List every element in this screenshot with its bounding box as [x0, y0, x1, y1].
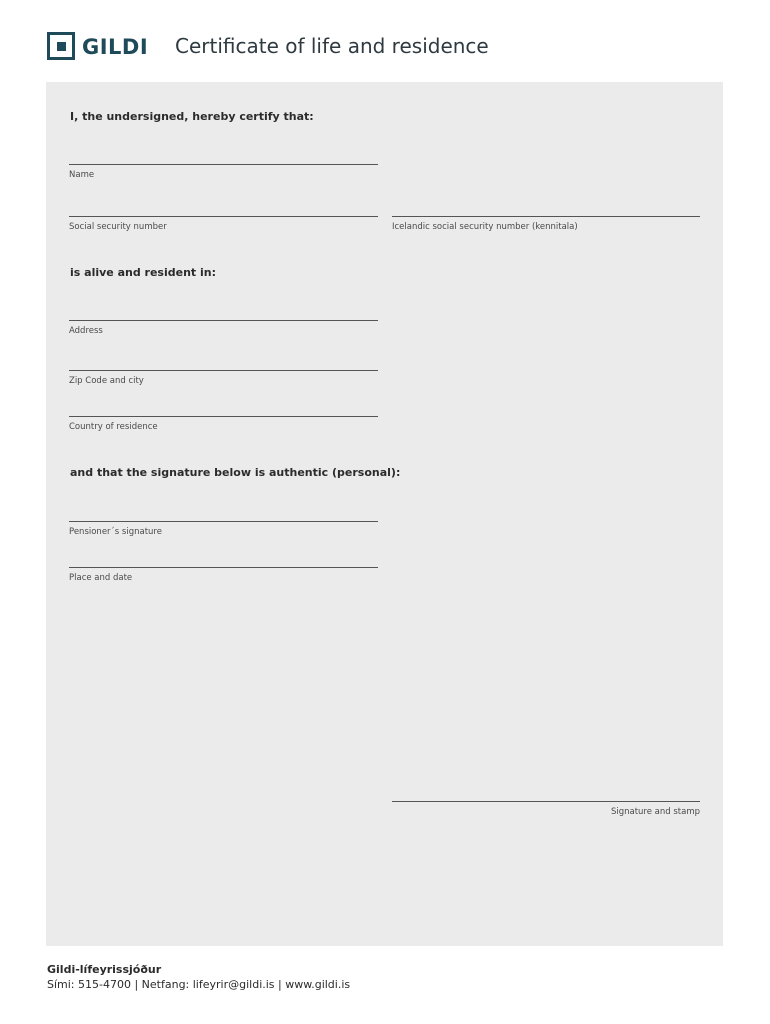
name-label: Name: [69, 170, 95, 180]
zip-city-label: Zip Code and city: [69, 376, 144, 386]
page-footer: [47, 962, 350, 992]
icelandic-ssn-field[interactable]: [392, 216, 700, 232]
pensioner-signature-field[interactable]: [69, 521, 378, 537]
section-heading-resident: is alive and resident in:: [70, 266, 216, 279]
social-security-number-field[interactable]: [69, 216, 378, 232]
place-date-field[interactable]: [69, 567, 378, 583]
section-heading-certify: I, the undersigned, hereby certify that:: [70, 110, 314, 123]
page-header: [47, 32, 727, 62]
footer-contact: Sími: 515-4700 | Netfang: lifeyrir@gildi.is | www.gildi.is: [47, 978, 351, 991]
icelandic-ssn-label: Icelandic social security number (kennitala): [392, 222, 578, 232]
country-label: Country of residence: [69, 422, 158, 432]
logo-square-icon: [47, 32, 75, 60]
gildi-logo: [47, 32, 147, 62]
social-security-number-label: Social security number: [69, 222, 167, 232]
section-heading-signature: and that the signature below is authentic (personal):: [70, 466, 401, 479]
address-label: Address: [69, 326, 103, 336]
form-panel: [46, 82, 723, 946]
address-field[interactable]: [69, 320, 378, 336]
footer-org-name: Gildi-lífeyrissjóður: [47, 963, 162, 976]
place-date-label: Place and date: [69, 573, 133, 583]
pensioner-signature-label: Pensioner´s signature: [69, 527, 162, 537]
country-field[interactable]: [69, 416, 378, 432]
signature-stamp-label: Signature and stamp: [610, 807, 700, 817]
logo-text: GILDI: [82, 35, 149, 59]
name-field[interactable]: [69, 164, 378, 180]
signature-stamp-field[interactable]: [392, 801, 700, 817]
zip-city-field[interactable]: [69, 370, 378, 386]
document-title: Certificate of life and residence: [175, 34, 489, 58]
